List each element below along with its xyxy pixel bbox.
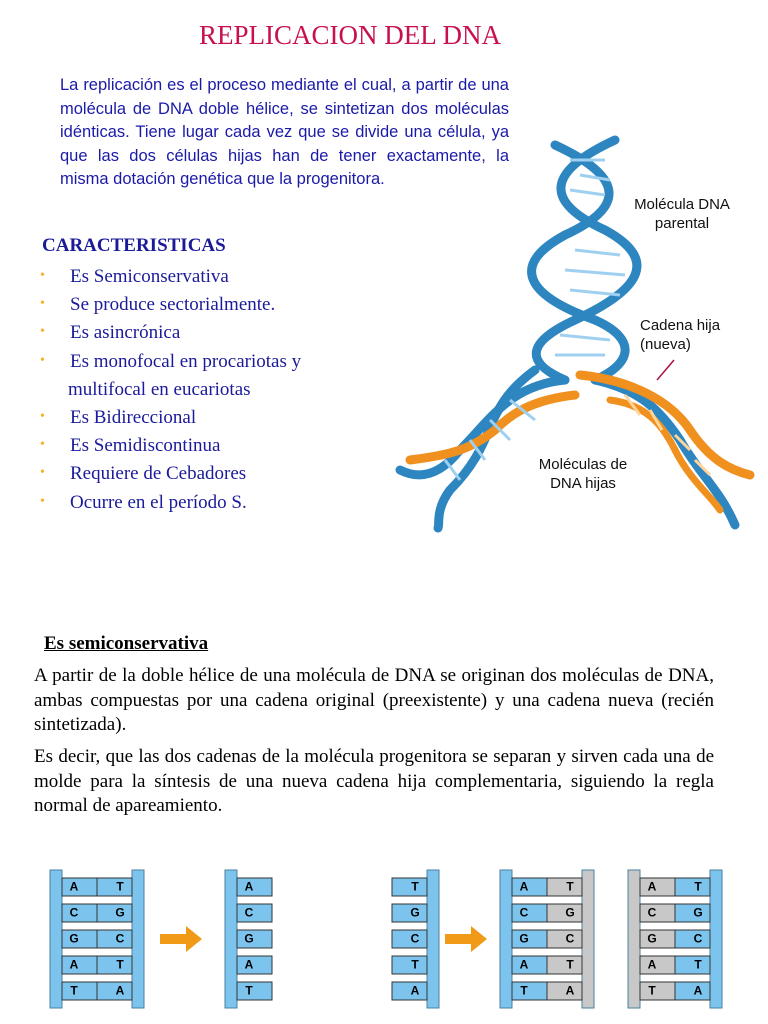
daughter-duplex-2 — [628, 870, 722, 1008]
base-block-right — [97, 878, 132, 896]
intro-paragraph: La replicación es el proceso mediante el cual, a partir de una molécula de DNA doble hélice, se sintetizan dos moléculas idénticas. Tiene lugar cada vez que se divide una célula, ya que las dos células hijas han de tener exactamente, la misma dotación genética que la progenitora. — [60, 76, 509, 189]
base-letter: C — [519, 905, 529, 920]
bullet-icon: • — [40, 352, 45, 368]
base-block-right — [547, 878, 582, 896]
template-strand-right — [392, 870, 439, 1008]
base-block-left — [512, 956, 547, 974]
base-letter: T — [245, 983, 253, 998]
daughter-strand-pointer — [657, 360, 674, 380]
base-block-left — [640, 904, 675, 922]
label-daughter-molecules: Moléculas de DNA hijas — [538, 456, 628, 492]
semiconservative-paragraph-1: A partir de la doble hélice de una molécula de DNA se originan dos moléculas de DNA, ambas compuestas por una cadena original (preexistente) y una cadena nueva (recién sintetizada). — [34, 665, 714, 735]
label-parental-molecule: Molécula DNA parental — [634, 196, 730, 232]
base-letter: G — [410, 905, 420, 920]
arrow-head — [186, 926, 202, 952]
label-daughter-strand: Cadena hija (nueva) — [640, 317, 721, 353]
left-daughter-helix — [400, 370, 575, 528]
base-block-left — [640, 930, 675, 948]
base-letter: G — [244, 931, 254, 946]
base-letter: A — [565, 983, 575, 998]
base-block — [237, 930, 272, 948]
semiconservative-paragraph-2: Es decir, que las dos cadenas de la molécula progenitora se separan y sirven cada una de molde para la síntesis de una nueva cadena hija complementaria, siguiendo la regla normal de apareamiento. — [34, 746, 714, 816]
base-letter: A — [69, 879, 79, 894]
base-block-left — [62, 904, 97, 922]
base-letter: T — [411, 879, 419, 894]
backbone-left — [500, 870, 512, 1008]
list-item: • Es asincrónica — [40, 319, 301, 347]
base-letter: C — [69, 905, 79, 920]
base-letter: A — [410, 983, 420, 998]
base-block-right — [675, 956, 710, 974]
backbone-left — [628, 870, 640, 1008]
base-block — [392, 878, 427, 896]
backbone-right — [582, 870, 594, 1008]
right-daughter-helix — [580, 375, 750, 525]
base-block — [392, 956, 427, 974]
characteristics-list — [40, 263, 301, 517]
base-block-left — [640, 878, 675, 896]
base-letter: C — [565, 931, 575, 946]
base-block — [392, 930, 427, 948]
base-letter: G — [69, 931, 79, 946]
base-letter: T — [694, 957, 702, 972]
base-block-right — [547, 930, 582, 948]
base-block-left — [62, 956, 97, 974]
base-block-right — [97, 956, 132, 974]
base-letter: C — [244, 905, 254, 920]
backbone-right — [710, 870, 722, 1008]
base-letter: T — [694, 879, 702, 894]
backbone-right — [132, 870, 144, 1008]
base-letter: T — [116, 879, 124, 894]
arrow-shaft — [160, 934, 186, 944]
base-letter: C — [647, 905, 657, 920]
base-letter: A — [244, 879, 254, 894]
base-block-right — [675, 878, 710, 896]
bullet-icon: • — [40, 409, 45, 425]
base-letter: A — [519, 957, 529, 972]
base-letter: T — [648, 983, 656, 998]
base-letter: C — [410, 931, 420, 946]
arrow-icon — [160, 926, 202, 952]
base-block — [392, 982, 427, 1000]
arrow-head — [471, 926, 487, 952]
list-item-continuation: multifocal en eucariotas — [68, 378, 251, 400]
backbone — [427, 870, 439, 1008]
base-block-left — [62, 878, 97, 896]
base-letter: T — [566, 957, 574, 972]
base-letter: A — [69, 957, 79, 972]
base-block — [237, 904, 272, 922]
list-item: • Es monofocal en procariotas y — [40, 348, 301, 376]
base-letter: A — [244, 957, 254, 972]
parental-duplex — [50, 870, 144, 1008]
list-item: • Es Bidireccional — [40, 404, 301, 432]
base-block-right — [675, 982, 710, 1000]
base-block-right — [97, 982, 132, 1000]
base-letter: A — [647, 879, 657, 894]
bullet-icon: • — [40, 437, 45, 453]
base-block-left — [62, 982, 97, 1000]
base-block-left — [62, 930, 97, 948]
backbone — [225, 870, 237, 1008]
base-letter: T — [411, 957, 419, 972]
list-item: • Ocurre en el período S. — [40, 489, 301, 517]
parental-helix — [532, 140, 637, 380]
base-letter: A — [693, 983, 703, 998]
bullet-icon: • — [40, 493, 45, 509]
base-block — [237, 956, 272, 974]
backbone-left — [50, 870, 62, 1008]
bullet-icon: • — [40, 296, 45, 312]
base-letter: A — [519, 879, 529, 894]
base-letter: A — [115, 983, 125, 998]
base-block-right — [97, 930, 132, 948]
base-block — [237, 982, 272, 1000]
base-block-left — [512, 982, 547, 1000]
page-title: REPLICACION DEL DNA — [199, 20, 501, 50]
list-item: • Es Semiconservativa — [40, 263, 301, 291]
base-letter: G — [693, 905, 703, 920]
list-item: • Es Semidiscontinua — [40, 432, 301, 460]
base-block-left — [512, 930, 547, 948]
semiconservative-heading: Es semiconservativa — [44, 633, 209, 654]
replication-strand-diagram — [40, 866, 730, 1016]
base-block-right — [547, 956, 582, 974]
base-letter: T — [520, 983, 528, 998]
base-letter: T — [566, 879, 574, 894]
base-block-left — [512, 904, 547, 922]
characteristics-heading: CARACTERISTICAS — [42, 235, 226, 256]
base-block-left — [640, 956, 675, 974]
arrow-icon — [445, 926, 487, 952]
base-letter: T — [70, 983, 78, 998]
base-block-left — [640, 982, 675, 1000]
arrow-shaft — [445, 934, 471, 944]
bullet-icon: • — [40, 465, 45, 481]
base-letter: G — [565, 905, 575, 920]
list-item: • Se produce sectorialmente. — [40, 291, 301, 319]
base-letter: G — [115, 905, 125, 920]
base-letter: A — [647, 957, 657, 972]
list-item: • Requiere de Cebadores — [40, 460, 301, 488]
template-strand-left — [225, 870, 272, 1008]
base-block — [237, 878, 272, 896]
bullet-icon: • — [40, 324, 45, 340]
base-letter: C — [115, 931, 125, 946]
base-block-right — [675, 930, 710, 948]
base-letter: G — [519, 931, 529, 946]
base-block-left — [512, 878, 547, 896]
bullet-icon: • — [40, 268, 45, 283]
base-letter: C — [693, 931, 703, 946]
base-letter: T — [116, 957, 124, 972]
daughter-duplex-1 — [500, 870, 594, 1008]
base-block-right — [547, 982, 582, 1000]
base-letter: G — [647, 931, 657, 946]
